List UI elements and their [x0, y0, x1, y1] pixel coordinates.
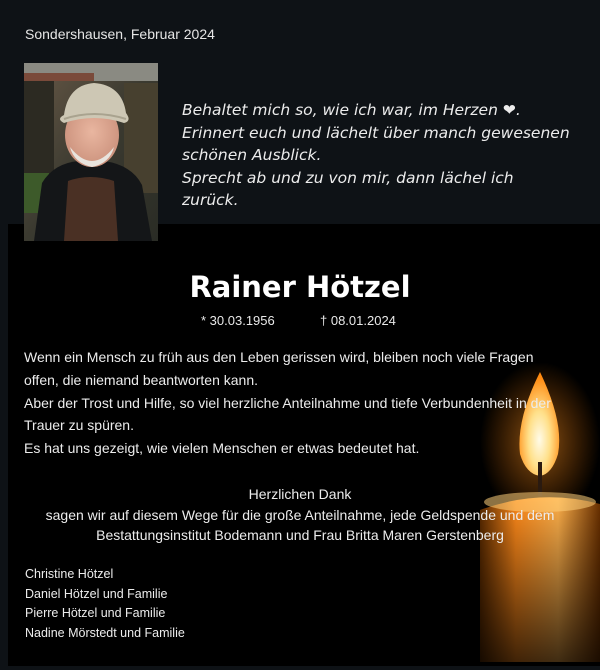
birth-date: * 30.03.1956	[201, 313, 275, 328]
quote-line: Erinnert euch und lächelt über manch gewesenen	[182, 123, 570, 142]
signers-list	[25, 565, 185, 643]
memorial-quote	[182, 99, 582, 212]
message-line: Wenn ein Mensch zu früh aus den Leben gerissen wird, bleiben noch viele Fragen	[24, 349, 534, 365]
portrait-photo	[24, 63, 158, 241]
deceased-name: Rainer Hötzel	[189, 270, 411, 304]
signer: Christine Hötzel	[25, 567, 114, 581]
thanks-line: sagen wir auf diesem Wege für die große Anteilnahme, jede Geldspende und dem	[45, 506, 555, 523]
portrait-illustration	[24, 63, 158, 241]
quote-line: schönen Ausblick.	[182, 146, 322, 164]
quote-line: Sprecht ab und zu von mir, dann lächel ich	[182, 168, 514, 187]
quote-line: Behaltet mich so, wie ich war, im Herzen ❤.	[182, 101, 521, 119]
message-text	[24, 346, 584, 460]
thanks-section	[0, 484, 600, 546]
message-line: offen, die niemand beantworten kann.	[24, 371, 259, 388]
signer: Daniel Hötzel und Familie	[25, 586, 168, 601]
message-line: Aber der Trost und Hilfe, so viel herzliche Anteilnahme und tiefe Verbundenheit in der	[24, 394, 551, 411]
message-line: Es hat uns gezeigt, wie vielen Menschen er etwas bedeutet hat.	[24, 440, 420, 457]
thanks-line: Bestattungsinstitut Bodemann und Frau Britta Maren Gerstenberg	[96, 527, 504, 543]
message-line: Trauer zu spüren.	[24, 417, 134, 434]
signer: Nadine Mörstedt und Familie	[25, 625, 185, 640]
thanks-heading: Herzlichen Dank	[248, 486, 352, 502]
quote-line: zurück.	[182, 191, 239, 209]
location-date: Sondershausen, Februar 2024	[25, 26, 215, 42]
signer: Pierre Hötzel und Familie	[25, 606, 166, 621]
death-date: † 08.01.2024	[320, 313, 396, 328]
